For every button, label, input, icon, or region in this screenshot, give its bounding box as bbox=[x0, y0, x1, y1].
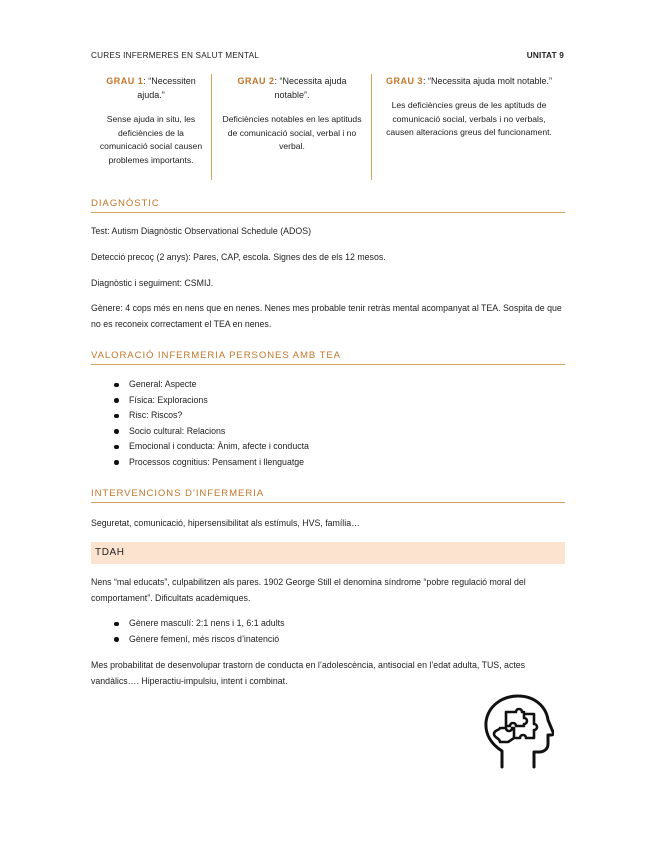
grau-column-1 bbox=[91, 74, 211, 180]
tdah-list bbox=[91, 616, 565, 647]
list-item: Processos cognitius: Pensament i llenguatge bbox=[91, 455, 565, 471]
list-item: Gènere masculí: 2:1 nens i 1, 6:1 adults bbox=[91, 616, 565, 632]
grau-3-heading: : “Necessita ajuda molt notable.” bbox=[422, 76, 553, 86]
diagnostic-gender: Gènere: 4 cops més en nens que en nenes. Nenes mes probable tenir retràs mental acompanyat al TEA. Sospita de que no es reconeix correctament el TEA en nenes. bbox=[91, 303, 562, 329]
diagnostic-followup: Diagnòstic i seguiment: CSMIJ. bbox=[91, 278, 214, 288]
list-item: Socio cultural: Relacions bbox=[91, 424, 565, 440]
grau-1-title bbox=[91, 74, 211, 102]
header-course-title: CURES INFERMERES EN SALUT MENTAL bbox=[91, 51, 260, 60]
grau-2-title bbox=[212, 74, 372, 102]
grau-levels bbox=[91, 74, 565, 182]
grau-2-heading: : “Necessita ajuda notable”. bbox=[274, 76, 347, 100]
header-unit: UNITAT 9 bbox=[526, 51, 564, 60]
list-item: Física: Exploracions bbox=[91, 393, 565, 409]
grau-3-title bbox=[372, 74, 566, 88]
grau-column-2 bbox=[211, 74, 372, 180]
diagnostic-early-detection: Detecció precoç (2 anys): Pares, CAP, escola. Signes des de els 12 mesos. bbox=[91, 252, 386, 262]
list-item: Gènere femení, més riscos d’inatenció bbox=[91, 632, 565, 648]
grau-1-heading: : “Necessiten ajuda.” bbox=[137, 76, 196, 100]
section-heading-tdah: TDAH bbox=[91, 542, 565, 564]
tdah-intro: Nens “mal educats”, culpabilitzen als pares. 1902 George Still el denomina síndrome “pobre regulació moral del comportament”. Dificultats acadèmiques. bbox=[91, 577, 526, 603]
grau-1-description: Sense ajuda in situ, les deficiències de la comunicació social causen problemes importants. bbox=[99, 114, 203, 165]
intervencions-text: Seguretat, comunicació, hipersensibilitat als estímuls, HVS, família… bbox=[91, 518, 360, 528]
list-item: General: Aspecte bbox=[91, 377, 565, 393]
grau-2-label: GRAU 2 bbox=[237, 76, 275, 86]
section-heading-intervencions: INTERVENCIONS D’INFERMERIA bbox=[91, 488, 565, 503]
grau-column-3 bbox=[371, 74, 566, 180]
valoracio-list bbox=[91, 377, 565, 471]
grau-1-label: GRAU 1 bbox=[106, 76, 144, 86]
list-item: Risc: Riscos? bbox=[91, 408, 565, 424]
tdah-outro: Mes probabilitat de desenvolupar trastorn de conducta en l’adolescència, antisocial en l’edat adulta, TUS, actes vandàlics…. Hiperactiu-impulsiu, intent i combinat. bbox=[91, 660, 526, 686]
list-item: Emocional i conducta: Ànim, afecte i conducta bbox=[91, 439, 565, 455]
section-heading-valoracio: VALORACIÓ INFERMERIA PERSONES AMB TEA bbox=[91, 350, 565, 365]
grau-2-description: Deficiències notables en les aptituds de comunicació social, verbal i no verbal. bbox=[222, 114, 362, 152]
head-with-puzzle-brain-icon bbox=[482, 694, 554, 770]
page-header bbox=[91, 51, 564, 65]
diagnostic-test: Test: Autism Diagnòstic Observational Schedule (ADOS) bbox=[91, 226, 312, 236]
grau-3-label: GRAU 3 bbox=[385, 76, 423, 86]
grau-3-description: Les deficiències greus de les aptituds de comunicació social, verbals i no verbals, causen alteracions greus del funcionament. bbox=[386, 100, 552, 138]
section-heading-diagnostic: DIAGNÒSTIC bbox=[91, 198, 565, 213]
